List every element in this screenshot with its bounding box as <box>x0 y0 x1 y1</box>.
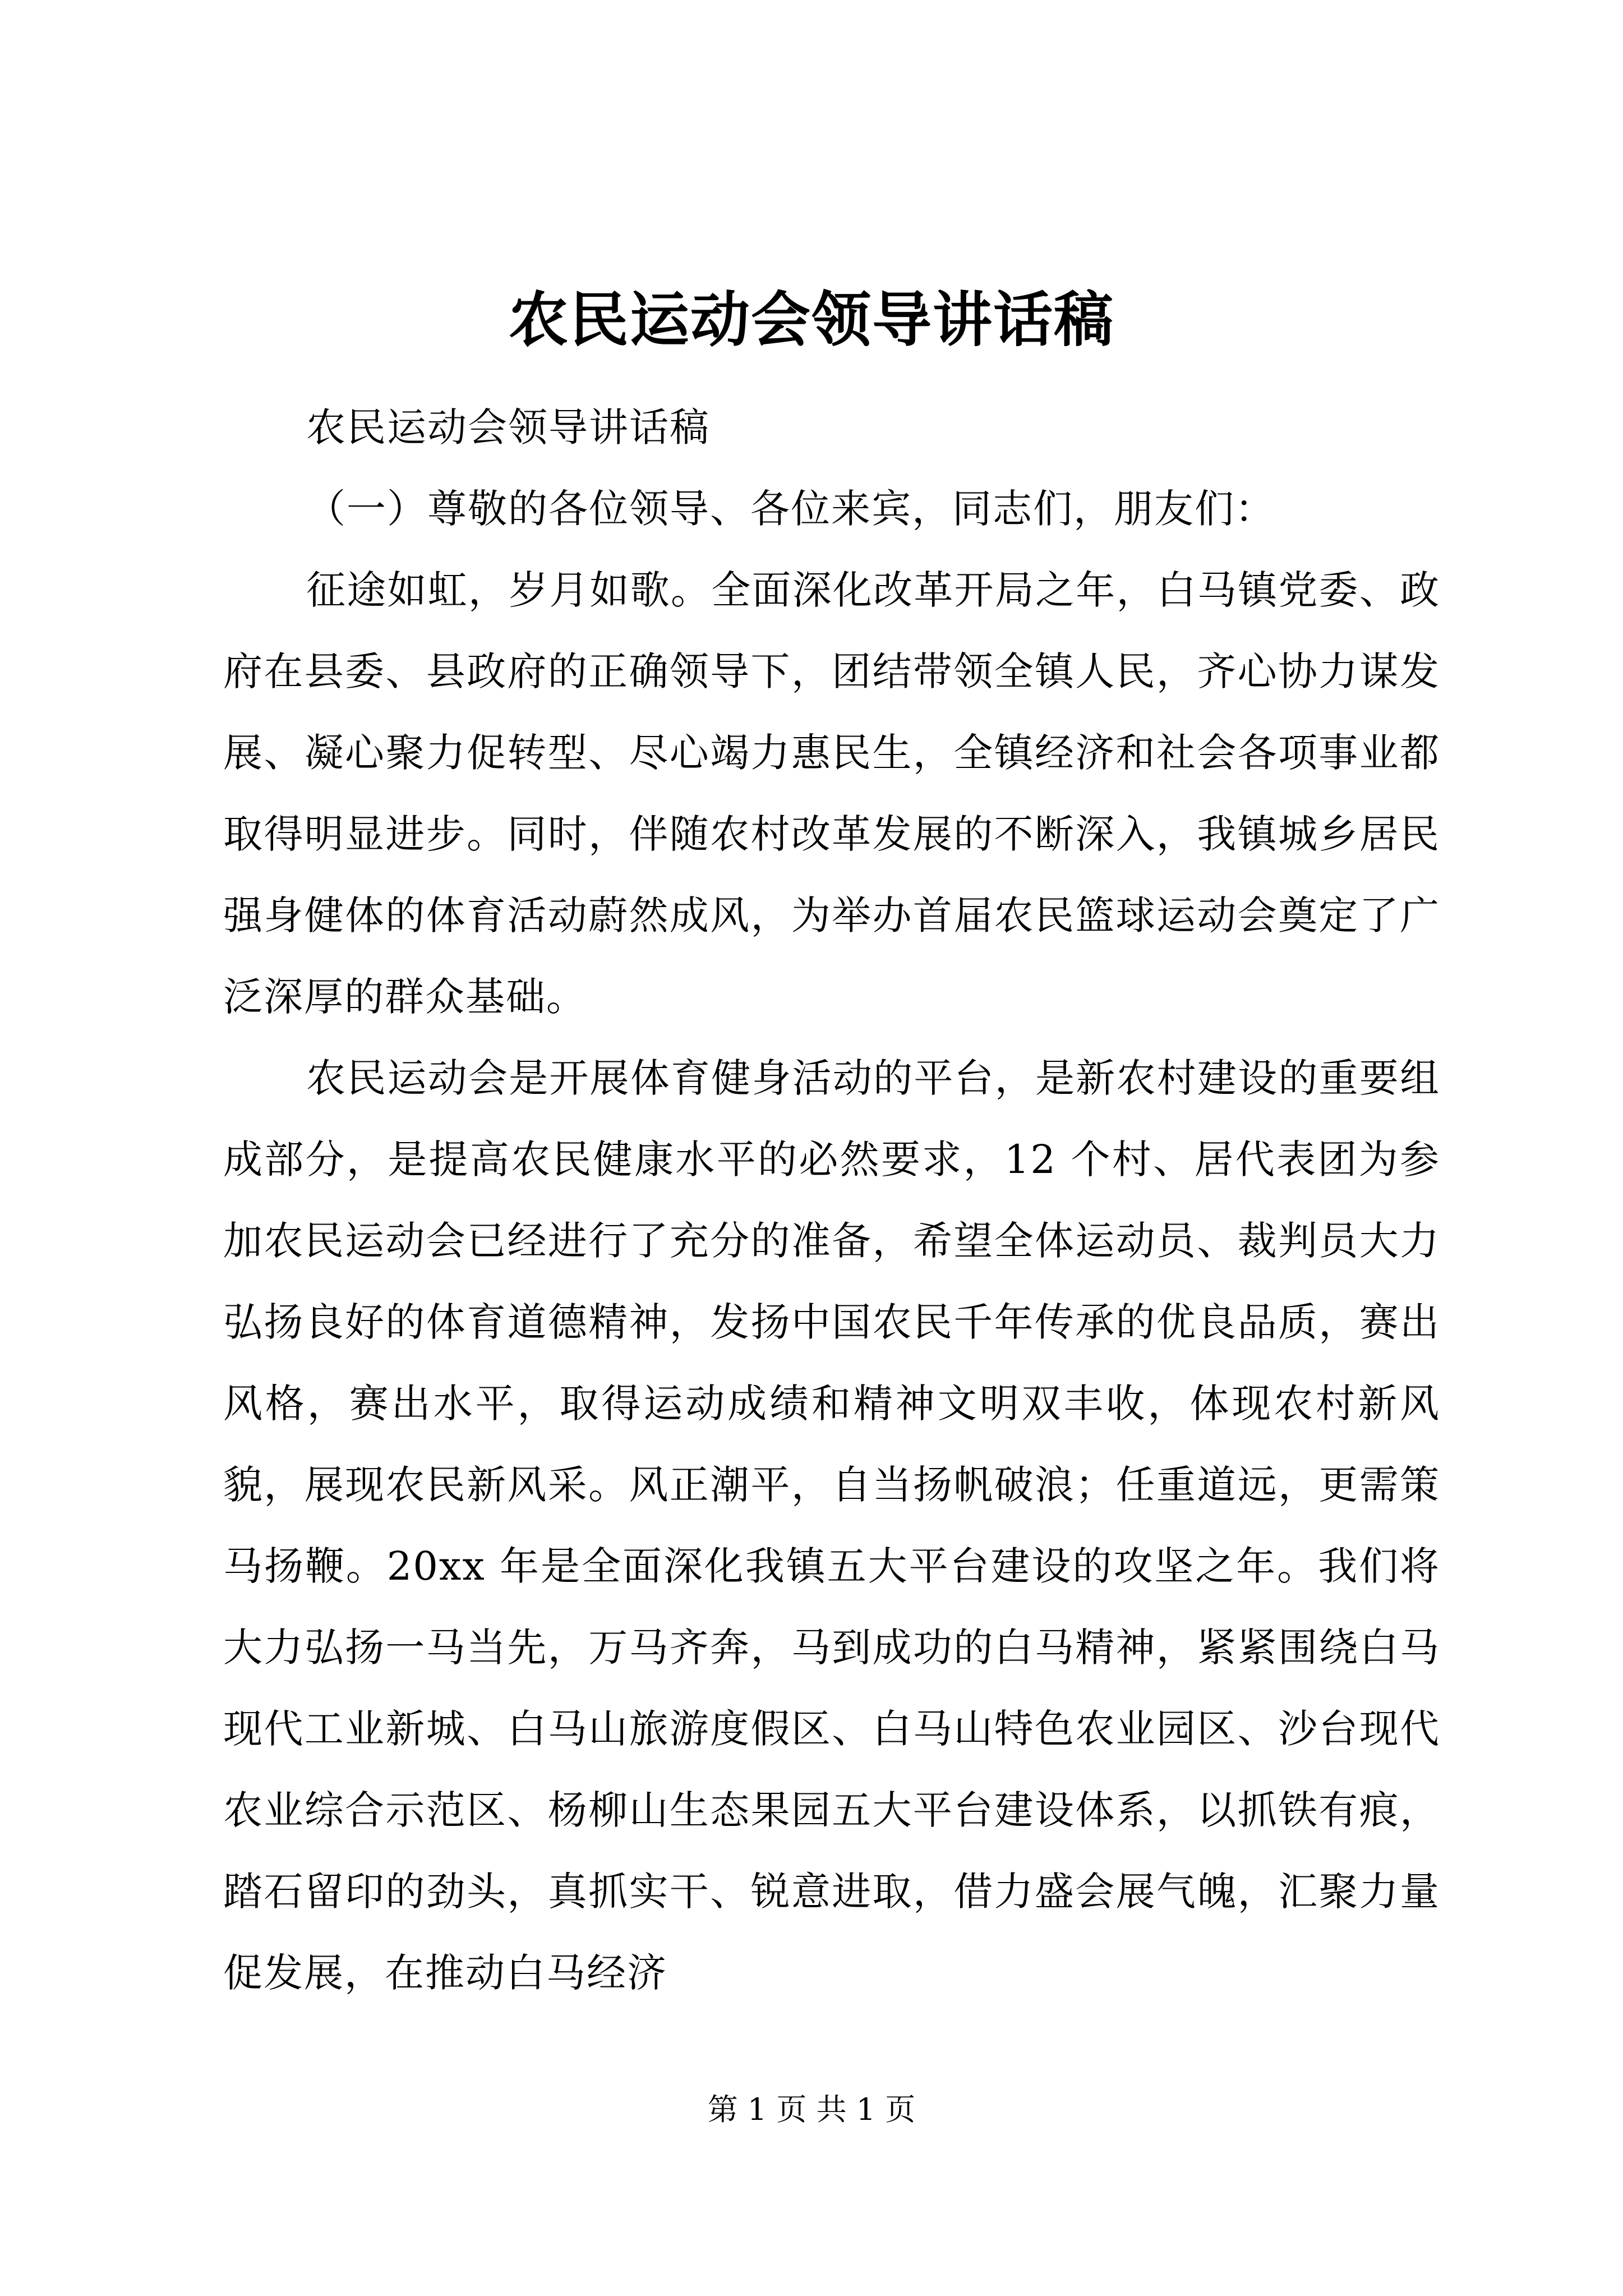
greeting-line: （一）尊敬的各位领导、各位来宾，同志们，朋友们： <box>306 486 1275 532</box>
document-subtitle: 农民运动会领导讲话稿 <box>306 404 710 450</box>
document-body <box>223 387 1440 2014</box>
body-paragraph-2: 农民运动会是开展体育健身活动的平台，是新农村建设的重要组成部分，是提高农民健康水平的必然要求，12 个村、居代表团为参加农民运动会已经进行了充分的准备，希望全体运动员、裁判员大力弘扬良好的体育道德精神，发扬中国农民千年传承的优良品质，赛出风格，赛出水平，取得运动成绩和精神文明双丰收，体现农村新风貌，展现农民新风采。风正潮平，自当扬帆破浪；任重道远，更需策马扬鞭。20xx 年是全面深化我镇五大平台建设的攻坚之年。我们将大力弘扬一马当先，万马齐奔，马到成功的白马精神，紧紧围绕白马现代工业新城、白马山旅游度假区、白马山特色农业园区、沙台现代农业综合示范区、杨柳山生态果园五大平台建设体系，以抓铁有痕，踏石留印的劲头，真抓实干、锐意进取，借力盛会展气魄，汇聚力量促发展，在推动白马经济 <box>223 1055 1440 1996</box>
document-title: 农民运动会领导讲话稿 <box>509 284 1114 355</box>
body-paragraph-1: 征途如虹，岁月如歌。全面深化改革开局之年，白马镇党委、政府在县委、县政府的正确领导下，团结带领全镇人民，齐心协力谋发展、凝心聚力促转型、尽心竭力惠民生，全镇经济和社会各项事业都取得明显进步。同时，伴随农村改革发展的不断深入，我镇城乡居民强身健体的体育活动蔚然成风，为举办首届农民篮球运动会奠定了广泛深厚的群众基础。 <box>223 567 1440 1020</box>
page-footer: 第 1 页 共 1 页 <box>707 2092 916 2127</box>
